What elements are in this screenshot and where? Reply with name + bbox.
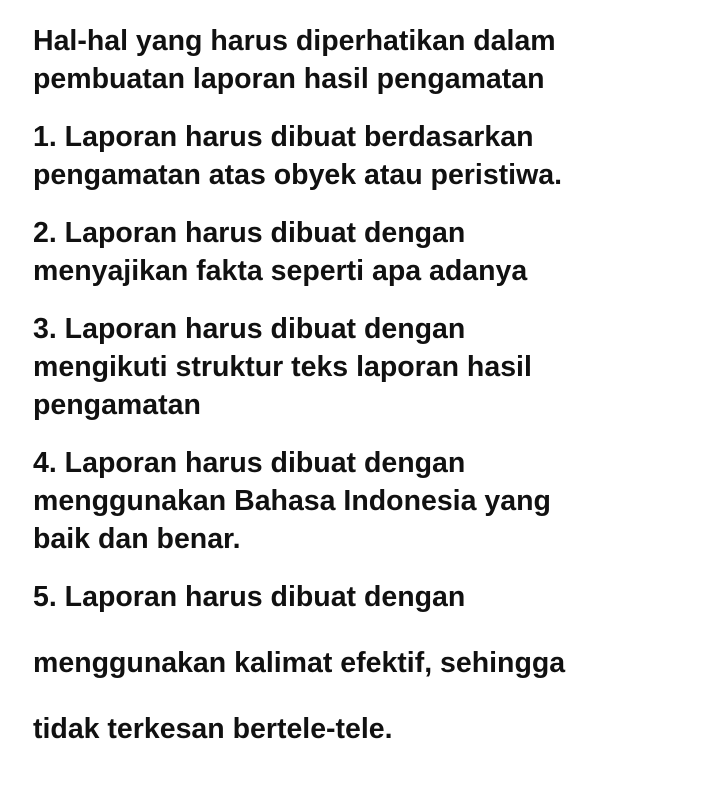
list-item-3 — [33, 310, 703, 424]
item-line: baik dan benar. — [33, 523, 241, 555]
list-item-5 — [33, 578, 703, 762]
heading-paragraph — [33, 22, 703, 98]
item-line: menggunakan kalimat efektif, sehingga — [33, 647, 566, 679]
heading-line: Hal-hal yang harus diperhatikan dalam — [33, 25, 556, 57]
heading-line: pembuatan laporan hasil pengamatan — [33, 63, 545, 95]
list-item-2 — [33, 214, 703, 290]
item-line: mengikuti struktur teks laporan hasil — [33, 351, 532, 383]
document-body — [33, 22, 703, 762]
item-line: 1. Laporan harus dibuat berdasarkan — [33, 121, 534, 153]
item-line: 5. Laporan harus dibuat dengan — [33, 581, 466, 613]
item-line: tidak terkesan bertele-tele. — [33, 713, 393, 745]
item-line: 4. Laporan harus dibuat dengan — [33, 447, 466, 479]
item-line: menyajikan fakta seperti apa adanya — [33, 255, 528, 287]
item-line: 3. Laporan harus dibuat dengan — [33, 313, 466, 345]
list-item-4 — [33, 444, 703, 558]
item-line: menggunakan Bahasa Indonesia yang — [33, 485, 551, 517]
item-line: pengamatan — [33, 389, 201, 421]
list-item-1 — [33, 118, 703, 194]
item-line: 2. Laporan harus dibuat dengan — [33, 217, 466, 249]
item-line: pengamatan atas obyek atau peristiwa. — [33, 159, 563, 191]
